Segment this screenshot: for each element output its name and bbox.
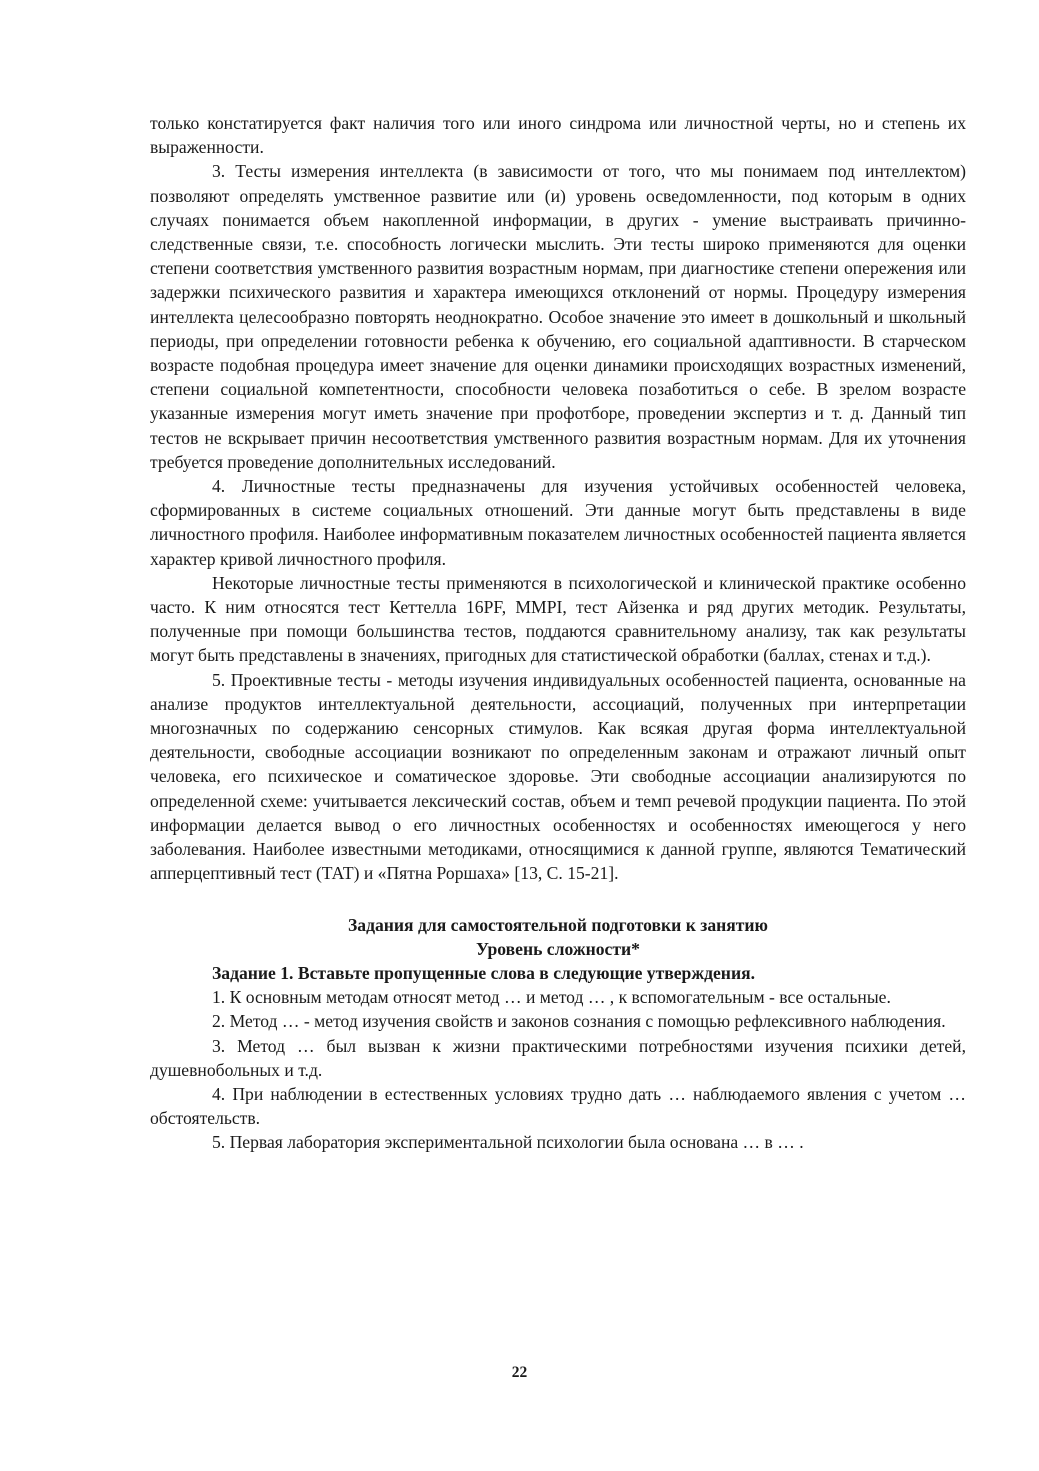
task-item-4: 4. При наблюдении в естественных условиях трудно дать … наблюдаемого явления с учетом … обстоятельств. [150,1083,966,1129]
task-item-3: 3. Метод … был вызван к жизни практическими потребностями изучения психики детей, душевнобольных и т.д. [150,1035,966,1080]
page-number: 22 [511,1364,528,1381]
paragraph-intelligence-tests: 3. Тесты измерения интеллекта (в зависимости от того, что мы понимаем под интеллектом) позволяют определять умственное развитие или (и) уровень осведомленности, под которым в одних случаях понимается объем накопленной информации, в других - умение выстраивать причинно-следственные связи, т.е. способность логически мыслить. Эти тесты широко применяются для оценки степени соответствия умственного развития возрастным нормам, при диагностике степени опережения или задержки психического развития и характера имеющихся отклонений от нормы. Процедуру измерения интеллекта целесообразно повторять неоднократно. Особое значение это имеет в дошкольный и школьный периоды, при определении готовности ребенка к обучению, его социальной адаптивности. В старческом возрасте подобная процедура имеет значение для оценки динамики происходящих возрастных изменений, степени социальной компетентности, способности человека позаботиться о себе. В зрелом возрасте указанные измерения могут иметь значение при профотборе, проведении экспертиз и т. д. Данный тип тестов не вскрывает причин несоответствия умственного развития возрастным нормам. Для их уточнения требуется проведение дополнительных исследований. [150,161,966,472]
task-item-2: 2. Метод … - метод изучения свойств и законов сознания с помощью рефлексивного наблюдения. [212,1011,946,1032]
task-item-1: 1. К основным методам относят метод … и метод … , к вспомогательным - все остальные. [212,987,891,1008]
task-item-5: 5. Первая лаборатория экспериментальной психологии была основана … в … . [212,1132,804,1153]
document-page [150,111,966,1155]
task-heading: Задание 1. Вставьте пропущенные слова в следующие утверждения. [212,962,755,983]
paragraph-personality-tests-practice: Некоторые личностные тесты применяются в психологической и клинической практике особенно часто. К ним относятся тест Кеттелла 16PF, MMPI, тест Айзенка и ряд других методик. Результаты, полученные при помощи большинства тестов, поддаются сравнительному анализу, так как результаты могут быть представлены в значениях, пригодных для статистической обработки (баллах, стенах и т.д.). [150,572,966,666]
paragraph-projective-tests: 5. Проективные тесты - методы изучения индивидуальных особенностей пациента, основанные на анализе продуктов интеллектуальной деятельности, ассоциаций, полученных при интерпретации многозначных по содержанию сенсорных стимулов. Как всякая другая форма интеллектуальной деятельности, свободные ассоциации возникают по определенным законам и отражают личный опыт человека, его психическое и соматическое здоровье. Эти свободные ассоциации анализируются по определенной схеме: учитывается лексический состав, объем и темп речевой продукции пациента. По этой информации делается вывод о его личностных особенностях и особенностях имеющегося у него заболевания. Наиболее известными методиками, относящимися к данной группе, являются Тематический апперцептивный тест (ТАТ) и «Пятна Роршаха» [13, С. 15-21]. [150,669,966,884]
difficulty-level-heading: Уровень сложности* [476,938,640,959]
section-heading: Задания для самостоятельной подготовки к занятию [348,914,768,935]
paragraph-continuation: только констатируется факт наличия того или иного синдрома или личностной черты, но и степень их выраженности. [150,113,966,158]
paragraph-personality-tests: 4. Личностные тесты предназначены для изучения устойчивых особенностей человека, сформированных в системе социальных отношений. Эти данные могут быть представлены в виде личностного профиля. Наиболее информативным показателем личностных особенностей пациента является характер кривой личностного профиля. [150,476,966,569]
